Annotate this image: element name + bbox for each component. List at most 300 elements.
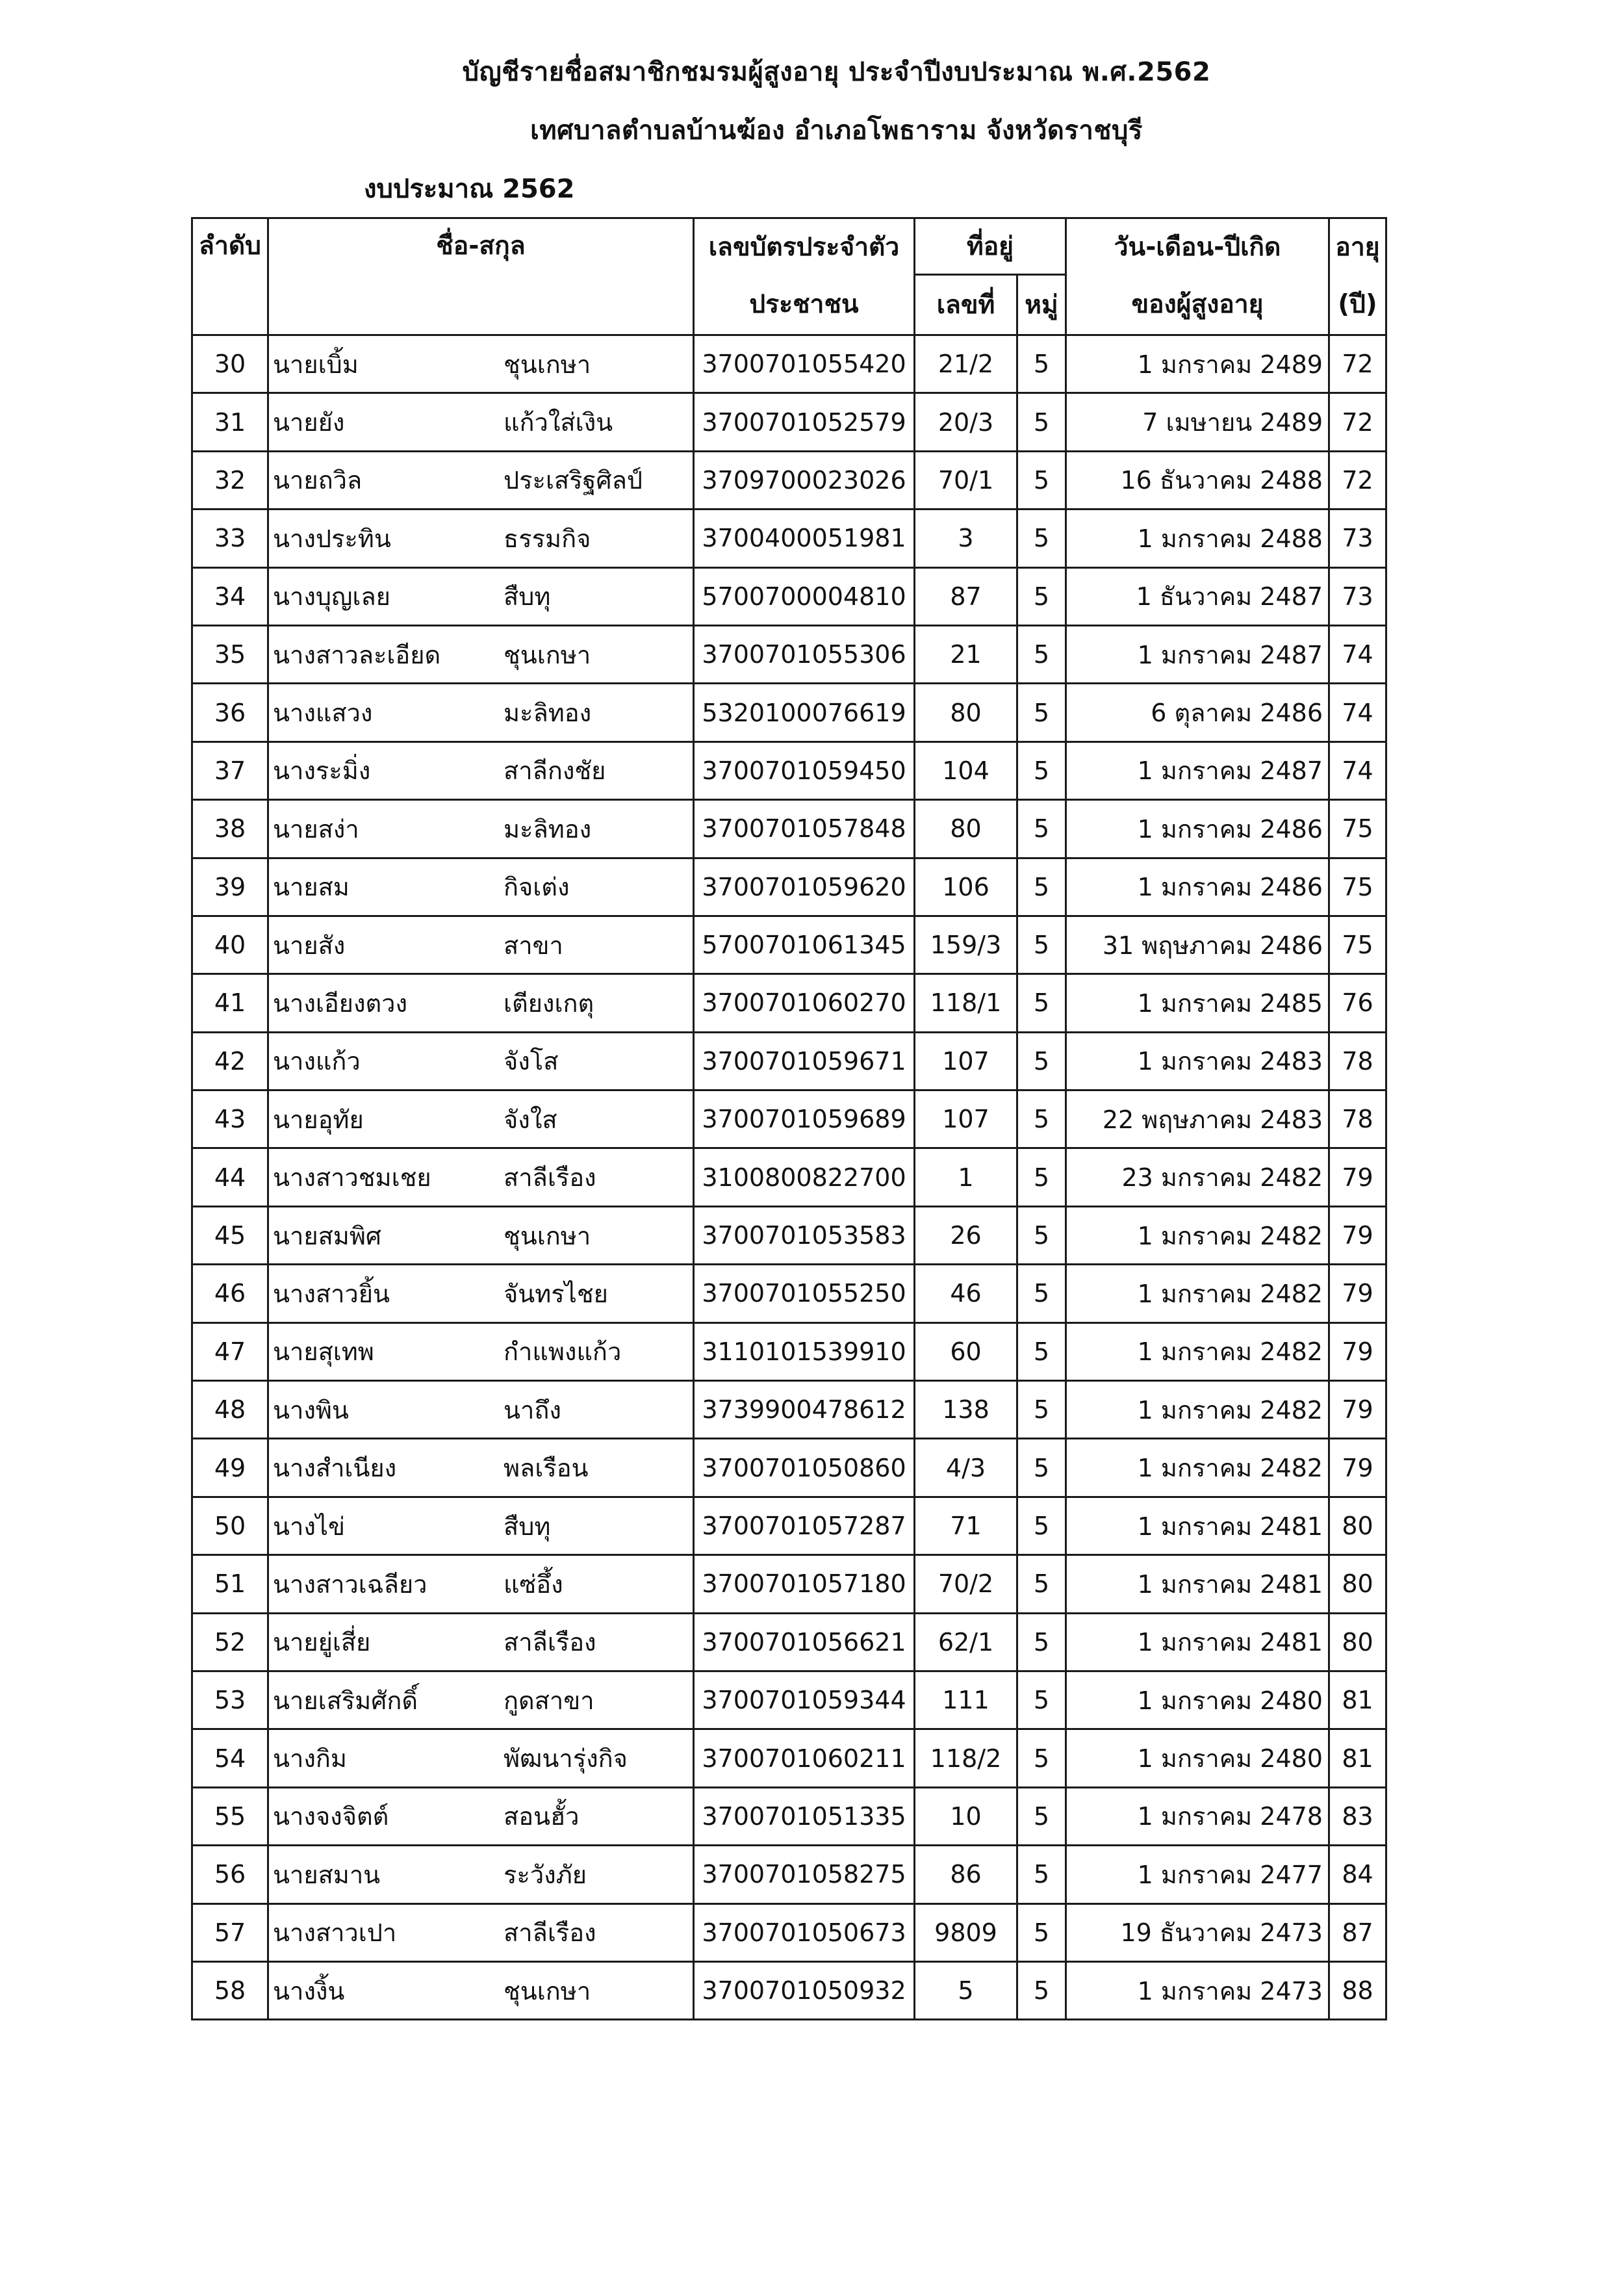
header-dob-line2: ของผู้สูงอายุ bbox=[1066, 275, 1329, 335]
row-first-name: นางสำเนียง bbox=[273, 1454, 397, 1483]
row-first-name: นางสาวเฉลียว bbox=[273, 1569, 428, 1599]
row-moo: 5 bbox=[1017, 1555, 1066, 1613]
row-age: 83 bbox=[1329, 1787, 1386, 1845]
row-last-name: สืบทุ bbox=[504, 582, 551, 612]
row-last-name: ชุนเกษา bbox=[504, 1221, 591, 1250]
row-house-no: 80 bbox=[915, 684, 1017, 742]
row-age: 81 bbox=[1329, 1671, 1386, 1729]
row-age: 73 bbox=[1329, 510, 1386, 567]
row-name bbox=[268, 1787, 694, 1845]
row-name bbox=[268, 1846, 694, 1903]
table-row bbox=[192, 1322, 1386, 1380]
row-last-name: สาลีกงชัย bbox=[504, 756, 606, 786]
row-first-name: นายสมพิศ bbox=[273, 1221, 381, 1250]
row-id-number: 3700701059450 bbox=[694, 742, 915, 799]
table-row bbox=[192, 858, 1386, 916]
row-house-no: 5 bbox=[915, 1961, 1017, 2019]
row-last-name: สาขา bbox=[504, 931, 563, 960]
row-no: 50 bbox=[192, 1497, 268, 1554]
row-no: 42 bbox=[192, 1032, 268, 1090]
table-row bbox=[192, 800, 1386, 858]
row-moo: 5 bbox=[1017, 1903, 1066, 1961]
row-first-name: นางบุญเลย bbox=[273, 582, 390, 612]
row-no: 31 bbox=[192, 393, 268, 451]
row-no: 34 bbox=[192, 567, 268, 625]
row-first-name: นางพิน bbox=[273, 1395, 349, 1425]
row-dob: 1 มกราคม 2481 bbox=[1066, 1497, 1329, 1554]
row-age: 79 bbox=[1329, 1322, 1386, 1380]
table-row bbox=[192, 335, 1386, 393]
row-age: 79 bbox=[1329, 1439, 1386, 1497]
row-name bbox=[268, 1613, 694, 1671]
row-house-no: 46 bbox=[915, 1265, 1017, 1322]
row-age: 79 bbox=[1329, 1265, 1386, 1322]
row-no: 58 bbox=[192, 1961, 268, 2019]
header-house-no: เลขที่ bbox=[915, 275, 1017, 335]
document-subtitle-location: เทศบาลตำบลบ้านฆ้อง อำเภอโพธาราม จังหวัดราชบุรี bbox=[530, 116, 1143, 146]
row-last-name: สาลีเรือง bbox=[504, 1918, 596, 1948]
row-dob: 1 มกราคม 2482 bbox=[1066, 1439, 1329, 1497]
row-last-name: ระวังภัย bbox=[504, 1860, 587, 1889]
row-first-name: นายสม bbox=[273, 873, 350, 902]
row-age: 80 bbox=[1329, 1555, 1386, 1613]
row-age: 79 bbox=[1329, 1381, 1386, 1439]
row-moo: 5 bbox=[1017, 510, 1066, 567]
row-first-name: นางระมิ่ง bbox=[273, 756, 371, 786]
row-house-no: 21 bbox=[915, 625, 1017, 683]
header-id-line1: เลขบัตรประจำตัว bbox=[694, 218, 915, 275]
row-age: 78 bbox=[1329, 1090, 1386, 1148]
table-row bbox=[192, 1090, 1386, 1148]
row-moo: 5 bbox=[1017, 451, 1066, 509]
row-dob: 1 มกราคม 2483 bbox=[1066, 1032, 1329, 1090]
row-name bbox=[268, 510, 694, 567]
row-id-number: 3700701058275 bbox=[694, 1846, 915, 1903]
row-name bbox=[268, 1555, 694, 1613]
row-dob: 1 มกราคม 2473 bbox=[1066, 1961, 1329, 2019]
header-address: ที่อยู่ bbox=[915, 218, 1066, 275]
row-house-no: 20/3 bbox=[915, 393, 1017, 451]
row-age: 79 bbox=[1329, 1206, 1386, 1264]
row-id-number: 3700701053583 bbox=[694, 1206, 915, 1264]
row-dob: 1 มกราคม 2487 bbox=[1066, 625, 1329, 683]
row-house-no: 159/3 bbox=[915, 916, 1017, 974]
row-name bbox=[268, 1148, 694, 1206]
row-first-name: นายยู่เสี่ย bbox=[273, 1628, 371, 1657]
table-row bbox=[192, 1961, 1386, 2019]
row-last-name: สาลีเรือง bbox=[504, 1163, 596, 1193]
row-last-name: จังโส bbox=[504, 1047, 559, 1076]
row-dob: 23 มกราคม 2482 bbox=[1066, 1148, 1329, 1206]
row-last-name: จันทรไชย bbox=[504, 1279, 608, 1308]
header-no: ลำดับ bbox=[192, 218, 268, 335]
row-house-no: 87 bbox=[915, 567, 1017, 625]
row-house-no: 104 bbox=[915, 742, 1017, 799]
header-age-line2: (ปี) bbox=[1329, 275, 1386, 335]
row-house-no: 21/2 bbox=[915, 335, 1017, 393]
header-dob-line1: วัน-เดือน-ปีเกิด bbox=[1066, 218, 1329, 275]
row-first-name: นางสาวชมเชย bbox=[273, 1163, 431, 1193]
document-title: บัญชีรายชื่อสมาชิกชมรมผู้สูงอายุ ประจำปีงบประมาณ พ.ศ.2562 bbox=[462, 57, 1211, 87]
row-age: 75 bbox=[1329, 858, 1386, 916]
row-moo: 5 bbox=[1017, 625, 1066, 683]
row-last-name: กำแพงแก้ว bbox=[504, 1337, 622, 1367]
row-id-number: 3700400051981 bbox=[694, 510, 915, 567]
row-id-number: 3700701050673 bbox=[694, 1903, 915, 1961]
row-name bbox=[268, 1381, 694, 1439]
row-id-number: 3700701050932 bbox=[694, 1961, 915, 2019]
row-first-name: นางสาวละเอียด bbox=[273, 640, 441, 669]
row-last-name: เตียงเกตุ bbox=[504, 988, 594, 1018]
row-name bbox=[268, 742, 694, 799]
row-first-name: นายสัง bbox=[273, 931, 346, 960]
row-first-name: นายสุเทพ bbox=[273, 1337, 374, 1367]
row-no: 40 bbox=[192, 916, 268, 974]
row-id-number: 3700701059344 bbox=[694, 1671, 915, 1729]
row-name bbox=[268, 1903, 694, 1961]
row-age: 84 bbox=[1329, 1846, 1386, 1903]
row-name bbox=[268, 684, 694, 742]
row-moo: 5 bbox=[1017, 1090, 1066, 1148]
row-name bbox=[268, 625, 694, 683]
row-dob: 1 มกราคม 2482 bbox=[1066, 1322, 1329, 1380]
row-moo: 5 bbox=[1017, 1846, 1066, 1903]
row-no: 39 bbox=[192, 858, 268, 916]
row-id-number: 3700701059620 bbox=[694, 858, 915, 916]
row-first-name: นายเสริมศักดิ์ bbox=[273, 1686, 418, 1715]
row-house-no: 71 bbox=[915, 1497, 1017, 1554]
row-moo: 5 bbox=[1017, 1032, 1066, 1090]
row-age: 79 bbox=[1329, 1148, 1386, 1206]
row-id-number: 3700701050860 bbox=[694, 1439, 915, 1497]
row-name bbox=[268, 1729, 694, 1787]
row-moo: 5 bbox=[1017, 1613, 1066, 1671]
row-first-name: นายเบิ้ม bbox=[273, 350, 359, 379]
row-last-name: มะลิทอง bbox=[504, 814, 592, 844]
row-name bbox=[268, 1671, 694, 1729]
row-house-no: 62/1 bbox=[915, 1613, 1017, 1671]
row-no: 54 bbox=[192, 1729, 268, 1787]
row-age: 80 bbox=[1329, 1613, 1386, 1671]
row-first-name: นางแสวง bbox=[273, 699, 373, 728]
row-age: 78 bbox=[1329, 1032, 1386, 1090]
row-moo: 5 bbox=[1017, 684, 1066, 742]
table-row bbox=[192, 1787, 1386, 1845]
row-moo: 5 bbox=[1017, 1439, 1066, 1497]
row-house-no: 60 bbox=[915, 1322, 1017, 1380]
row-no: 33 bbox=[192, 510, 268, 567]
row-no: 41 bbox=[192, 974, 268, 1032]
row-id-number: 3700701057287 bbox=[694, 1497, 915, 1554]
row-house-no: 1 bbox=[915, 1148, 1017, 1206]
row-name bbox=[268, 451, 694, 509]
table-row bbox=[192, 1439, 1386, 1497]
row-last-name: จังใส bbox=[504, 1105, 557, 1134]
row-moo: 5 bbox=[1017, 974, 1066, 1032]
row-name bbox=[268, 567, 694, 625]
row-name bbox=[268, 1206, 694, 1264]
row-dob: 1 มกราคม 2488 bbox=[1066, 510, 1329, 567]
row-name bbox=[268, 800, 694, 858]
row-moo: 5 bbox=[1017, 1671, 1066, 1729]
row-dob: 1 มกราคม 2487 bbox=[1066, 742, 1329, 799]
row-id-number: 3739900478612 bbox=[694, 1381, 915, 1439]
row-last-name: พลเรือน bbox=[504, 1454, 589, 1483]
row-id-number: 3700701056621 bbox=[694, 1613, 915, 1671]
row-id-number: 3700701052579 bbox=[694, 393, 915, 451]
row-first-name: นางกิม bbox=[273, 1744, 347, 1774]
row-moo: 5 bbox=[1017, 1206, 1066, 1264]
row-id-number: 3700701057180 bbox=[694, 1555, 915, 1613]
row-moo: 5 bbox=[1017, 1381, 1066, 1439]
row-last-name: นาถึง bbox=[504, 1395, 561, 1425]
budget-label: งบประมาณ 2562 bbox=[364, 174, 575, 204]
row-name bbox=[268, 1322, 694, 1380]
row-no: 38 bbox=[192, 800, 268, 858]
table-row bbox=[192, 567, 1386, 625]
row-dob: 1 มกราคม 2482 bbox=[1066, 1206, 1329, 1264]
row-moo: 5 bbox=[1017, 1961, 1066, 2019]
row-name bbox=[268, 335, 694, 393]
row-id-number: 3700701055250 bbox=[694, 1265, 915, 1322]
row-house-no: 80 bbox=[915, 800, 1017, 858]
row-first-name: นางสาวยิ้น bbox=[273, 1279, 390, 1308]
table-row bbox=[192, 1497, 1386, 1554]
row-house-no: 106 bbox=[915, 858, 1017, 916]
row-moo: 5 bbox=[1017, 742, 1066, 799]
row-house-no: 111 bbox=[915, 1671, 1017, 1729]
row-dob: 6 ตุลาคม 2486 bbox=[1066, 684, 1329, 742]
row-house-no: 107 bbox=[915, 1090, 1017, 1148]
row-moo: 5 bbox=[1017, 1148, 1066, 1206]
row-dob: 1 มกราคม 2486 bbox=[1066, 800, 1329, 858]
row-first-name: นายสมาน bbox=[273, 1860, 381, 1889]
row-no: 56 bbox=[192, 1846, 268, 1903]
row-age: 80 bbox=[1329, 1497, 1386, 1554]
row-last-name: ชุนเกษา bbox=[504, 640, 591, 669]
row-name bbox=[268, 1090, 694, 1148]
row-moo: 5 bbox=[1017, 1729, 1066, 1787]
row-dob: 1 มกราคม 2486 bbox=[1066, 858, 1329, 916]
row-first-name: นางเอียงตวง bbox=[273, 988, 408, 1018]
row-dob: 1 มกราคม 2480 bbox=[1066, 1671, 1329, 1729]
row-house-no: 70/2 bbox=[915, 1555, 1017, 1613]
row-id-number: 5700700004810 bbox=[694, 567, 915, 625]
row-no: 44 bbox=[192, 1148, 268, 1206]
row-id-number: 3700701057848 bbox=[694, 800, 915, 858]
table-row bbox=[192, 974, 1386, 1032]
row-first-name: นายยัง bbox=[273, 408, 345, 437]
row-id-number: 3700701055306 bbox=[694, 625, 915, 683]
row-house-no: 107 bbox=[915, 1032, 1017, 1090]
row-dob: 31 พฤษภาคม 2486 bbox=[1066, 916, 1329, 974]
row-house-no: 26 bbox=[915, 1206, 1017, 1264]
table-row bbox=[192, 451, 1386, 509]
row-first-name: นางประทิน bbox=[273, 524, 391, 553]
row-house-no: 4/3 bbox=[915, 1439, 1017, 1497]
header-id-line2: ประชาชน bbox=[694, 275, 915, 335]
row-first-name: นายสง่า bbox=[273, 814, 359, 844]
row-no: 32 bbox=[192, 451, 268, 509]
row-dob: 7 เมษายน 2489 bbox=[1066, 393, 1329, 451]
row-name bbox=[268, 858, 694, 916]
row-last-name: สอนฮั้ว bbox=[504, 1802, 580, 1831]
row-name bbox=[268, 1265, 694, 1322]
row-dob: 1 มกราคม 2489 bbox=[1066, 335, 1329, 393]
row-first-name: นายถวิล bbox=[273, 466, 363, 495]
table-row bbox=[192, 1555, 1386, 1613]
table-row bbox=[192, 1671, 1386, 1729]
row-dob: 1 มกราคม 2482 bbox=[1066, 1265, 1329, 1322]
row-age: 72 bbox=[1329, 451, 1386, 509]
row-dob: 1 มกราคม 2480 bbox=[1066, 1729, 1329, 1787]
row-last-name: มะลิทอง bbox=[504, 699, 592, 728]
row-no: 46 bbox=[192, 1265, 268, 1322]
table-row bbox=[192, 742, 1386, 799]
table-row bbox=[192, 1846, 1386, 1903]
row-last-name: สืบทุ bbox=[504, 1512, 551, 1541]
row-house-no: 138 bbox=[915, 1381, 1017, 1439]
row-no: 57 bbox=[192, 1903, 268, 1961]
row-no: 30 bbox=[192, 335, 268, 393]
header-name: ชื่อ-สกุล bbox=[268, 218, 694, 335]
row-age: 81 bbox=[1329, 1729, 1386, 1787]
row-age: 72 bbox=[1329, 393, 1386, 451]
row-name bbox=[268, 916, 694, 974]
row-name bbox=[268, 1439, 694, 1497]
row-id-number: 5700701061345 bbox=[694, 916, 915, 974]
row-house-no: 70/1 bbox=[915, 451, 1017, 509]
row-no: 35 bbox=[192, 625, 268, 683]
row-age: 88 bbox=[1329, 1961, 1386, 2019]
row-no: 53 bbox=[192, 1671, 268, 1729]
row-no: 37 bbox=[192, 742, 268, 799]
row-name bbox=[268, 974, 694, 1032]
row-moo: 5 bbox=[1017, 916, 1066, 974]
row-age: 87 bbox=[1329, 1903, 1386, 1961]
table-row bbox=[192, 1265, 1386, 1322]
row-age: 75 bbox=[1329, 800, 1386, 858]
row-house-no: 3 bbox=[915, 510, 1017, 567]
row-id-number: 3709700023026 bbox=[694, 451, 915, 509]
row-id-number: 5320100076619 bbox=[694, 684, 915, 742]
table-row bbox=[192, 1903, 1386, 1961]
row-no: 48 bbox=[192, 1381, 268, 1439]
row-no: 43 bbox=[192, 1090, 268, 1148]
row-last-name: สาลีเรือง bbox=[504, 1628, 596, 1657]
row-dob: 19 ธันวาคม 2473 bbox=[1066, 1903, 1329, 1961]
row-name bbox=[268, 1961, 694, 2019]
table-row bbox=[192, 510, 1386, 567]
row-age: 74 bbox=[1329, 684, 1386, 742]
table-row bbox=[192, 1032, 1386, 1090]
row-id-number: 3700701060211 bbox=[694, 1729, 915, 1787]
row-name bbox=[268, 1032, 694, 1090]
row-dob: 1 มกราคม 2481 bbox=[1066, 1555, 1329, 1613]
row-id-number: 3700701055420 bbox=[694, 335, 915, 393]
row-first-name: นางแก้ว bbox=[273, 1047, 361, 1076]
row-name bbox=[268, 393, 694, 451]
row-no: 45 bbox=[192, 1206, 268, 1264]
row-last-name: แก้วใส่เงิน bbox=[504, 408, 613, 437]
row-moo: 5 bbox=[1017, 1787, 1066, 1845]
row-house-no: 118/1 bbox=[915, 974, 1017, 1032]
row-age: 73 bbox=[1329, 567, 1386, 625]
row-last-name: ชุนเกษา bbox=[504, 350, 591, 379]
row-dob: 1 มกราคม 2485 bbox=[1066, 974, 1329, 1032]
row-moo: 5 bbox=[1017, 1322, 1066, 1380]
row-no: 49 bbox=[192, 1439, 268, 1497]
table-row bbox=[192, 1613, 1386, 1671]
row-first-name: นางไข่ bbox=[273, 1512, 345, 1541]
header-age-line1: อายุ bbox=[1329, 218, 1386, 275]
row-age: 72 bbox=[1329, 335, 1386, 393]
row-no: 47 bbox=[192, 1322, 268, 1380]
row-name bbox=[268, 1497, 694, 1554]
row-age: 74 bbox=[1329, 625, 1386, 683]
table-row bbox=[192, 1729, 1386, 1787]
row-id-number: 3100800822700 bbox=[694, 1148, 915, 1206]
row-moo: 5 bbox=[1017, 393, 1066, 451]
row-moo: 5 bbox=[1017, 1497, 1066, 1554]
table-row bbox=[192, 393, 1386, 451]
row-first-name: นางงิ้น bbox=[273, 1976, 345, 2006]
row-first-name: นางจงจิตต์ bbox=[273, 1802, 389, 1831]
row-moo: 5 bbox=[1017, 800, 1066, 858]
row-dob: 1 ธันวาคม 2487 bbox=[1066, 567, 1329, 625]
row-last-name: ชุนเกษา bbox=[504, 1976, 591, 2006]
row-house-no: 10 bbox=[915, 1787, 1017, 1845]
row-no: 51 bbox=[192, 1555, 268, 1613]
row-age: 76 bbox=[1329, 974, 1386, 1032]
row-id-number: 3700701059689 bbox=[694, 1090, 915, 1148]
row-house-no: 9809 bbox=[915, 1903, 1017, 1961]
row-first-name: นายอุทัย bbox=[273, 1105, 364, 1134]
table-row bbox=[192, 1148, 1386, 1206]
table-row bbox=[192, 1206, 1386, 1264]
header-moo: หมู่ bbox=[1017, 275, 1066, 335]
row-moo: 5 bbox=[1017, 858, 1066, 916]
member-table bbox=[191, 217, 1387, 2020]
row-last-name: พัฒนารุ่งกิจ bbox=[504, 1744, 628, 1774]
row-dob: 1 มกราคม 2478 bbox=[1066, 1787, 1329, 1845]
row-last-name: กูดสาขา bbox=[504, 1686, 594, 1715]
row-moo: 5 bbox=[1017, 335, 1066, 393]
row-dob: 22 พฤษภาคม 2483 bbox=[1066, 1090, 1329, 1148]
row-age: 75 bbox=[1329, 916, 1386, 974]
row-last-name: แซ่อึ้ง bbox=[504, 1569, 563, 1599]
row-house-no: 86 bbox=[915, 1846, 1017, 1903]
row-last-name: ประเสริฐศิลป์ bbox=[504, 466, 643, 495]
row-id-number: 3700701051335 bbox=[694, 1787, 915, 1845]
row-id-number: 3700701060270 bbox=[694, 974, 915, 1032]
row-dob: 1 มกราคม 2477 bbox=[1066, 1846, 1329, 1903]
row-dob: 16 ธันวาคม 2488 bbox=[1066, 451, 1329, 509]
row-dob: 1 มกราคม 2482 bbox=[1066, 1381, 1329, 1439]
row-id-number: 3700701059671 bbox=[694, 1032, 915, 1090]
row-last-name: ธรรมกิจ bbox=[504, 524, 591, 553]
row-age: 74 bbox=[1329, 742, 1386, 799]
row-dob: 1 มกราคม 2481 bbox=[1066, 1613, 1329, 1671]
table-row bbox=[192, 684, 1386, 742]
row-no: 55 bbox=[192, 1787, 268, 1845]
table-row bbox=[192, 916, 1386, 974]
row-moo: 5 bbox=[1017, 1265, 1066, 1322]
row-last-name: กิจเต่ง bbox=[504, 873, 570, 902]
row-no: 36 bbox=[192, 684, 268, 742]
table-row bbox=[192, 1381, 1386, 1439]
row-house-no: 118/2 bbox=[915, 1729, 1017, 1787]
